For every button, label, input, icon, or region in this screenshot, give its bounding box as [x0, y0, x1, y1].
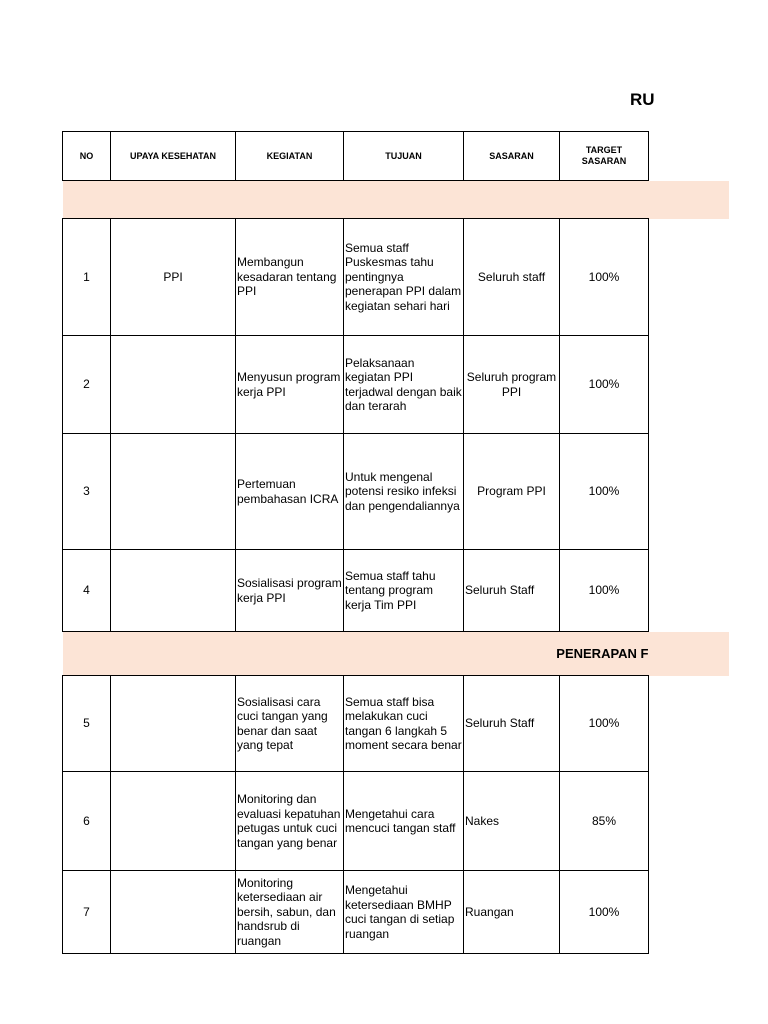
- section-label-2-cell: [63, 632, 729, 676]
- header-no: NO: [63, 132, 111, 181]
- row-spacer: [649, 336, 729, 434]
- cell-upaya: [111, 871, 236, 954]
- table-row: [63, 550, 729, 632]
- cell-target: 100%: [560, 871, 649, 954]
- cell-tujuan: Pelaksanaan kegiatan PPI terjadwal dengan baik dan terarah: [344, 336, 464, 434]
- cell-kegiatan: Sosialisasi program kerja PPI: [236, 550, 344, 632]
- cell-no: 4: [63, 550, 111, 632]
- cell-tujuan: Mengetahui cara mencuci tangan staff: [344, 772, 464, 871]
- cell-upaya: [111, 772, 236, 871]
- cell-sasaran: Seluruh program PPI: [464, 336, 560, 434]
- cell-target: 100%: [560, 550, 649, 632]
- section-row-1: [63, 181, 729, 219]
- cell-no: 1: [63, 219, 111, 336]
- cell-kegiatan: Sosialisasi cara cuci tangan yang benar dan saat yang tepat: [236, 676, 344, 772]
- activity-table: [62, 131, 729, 954]
- cell-tujuan: Semua staff Puskesmas tahu pentingnya penerapan PPI dalam kegiatan sehari hari: [344, 219, 464, 336]
- row-spacer: [649, 772, 729, 871]
- cell-no: 5: [63, 676, 111, 772]
- section-label-2: PENERAPAN F: [556, 645, 649, 661]
- row-spacer: [649, 676, 729, 772]
- table-row: [63, 772, 729, 871]
- header-tujuan: TUJUAN: [344, 132, 464, 181]
- table-row: [63, 676, 729, 772]
- cell-sasaran: Program PPI: [464, 434, 560, 550]
- row-spacer: [649, 550, 729, 632]
- cell-target: 100%: [560, 676, 649, 772]
- cell-no: 7: [63, 871, 111, 954]
- row-spacer: [649, 219, 729, 336]
- cell-upaya: [111, 336, 236, 434]
- cell-upaya: PPI: [111, 219, 236, 336]
- section-label-1: [63, 181, 729, 219]
- cell-tujuan: Semua staff bisa melakukan cuci tangan 6 langkah 5 moment secara benar: [344, 676, 464, 772]
- section-row-2: [63, 632, 729, 676]
- cell-tujuan: Semua staff tahu tentang program kerja Tim PPI: [344, 550, 464, 632]
- cell-target: 85%: [560, 772, 649, 871]
- cell-no: 6: [63, 772, 111, 871]
- page-title: RU: [630, 90, 655, 109]
- row-spacer: [649, 871, 729, 954]
- header-kegiatan: KEGIATAN: [236, 132, 344, 181]
- header-spacer: [649, 132, 729, 181]
- cell-sasaran: Nakes: [464, 772, 560, 871]
- cell-target: 100%: [560, 434, 649, 550]
- header-target-sasaran: TARGET SASARAN: [560, 132, 649, 181]
- header-sasaran: SASARAN: [464, 132, 560, 181]
- cell-sasaran: Seluruh Staff: [464, 550, 560, 632]
- header-row: [63, 132, 729, 181]
- cell-tujuan: Mengetahui ketersediaan BMHP cuci tangan di setiap ruangan: [344, 871, 464, 954]
- cell-upaya: [111, 676, 236, 772]
- table-row: [63, 434, 729, 550]
- table-row: [63, 336, 729, 434]
- cell-kegiatan: Monitoring ketersediaan air bersih, sabun, dan handsrub di ruangan: [236, 871, 344, 954]
- activity-table-container: [62, 131, 729, 954]
- cell-kegiatan: Menyusun program kerja PPI: [236, 336, 344, 434]
- cell-kegiatan: Membangun kesadaran tentang PPI: [236, 219, 344, 336]
- cell-no: 2: [63, 336, 111, 434]
- cell-target: 100%: [560, 219, 649, 336]
- row-spacer: [649, 434, 729, 550]
- cell-upaya: [111, 434, 236, 550]
- cell-sasaran: Seluruh staff: [464, 219, 560, 336]
- header-upaya-kesehatan: UPAYA KESEHATAN: [111, 132, 236, 181]
- table-row: [63, 219, 729, 336]
- cell-tujuan: Untuk mengenal potensi resiko infeksi dan pengendaliannya: [344, 434, 464, 550]
- cell-target: 100%: [560, 336, 649, 434]
- cell-sasaran: Ruangan: [464, 871, 560, 954]
- cell-upaya: [111, 550, 236, 632]
- cell-kegiatan: Pertemuan pembahasan ICRA: [236, 434, 344, 550]
- cell-kegiatan: Monitoring dan evaluasi kepatuhan petugas untuk cuci tangan yang benar: [236, 772, 344, 871]
- cell-no: 3: [63, 434, 111, 550]
- table-row: [63, 871, 729, 954]
- cell-sasaran: Seluruh Staff: [464, 676, 560, 772]
